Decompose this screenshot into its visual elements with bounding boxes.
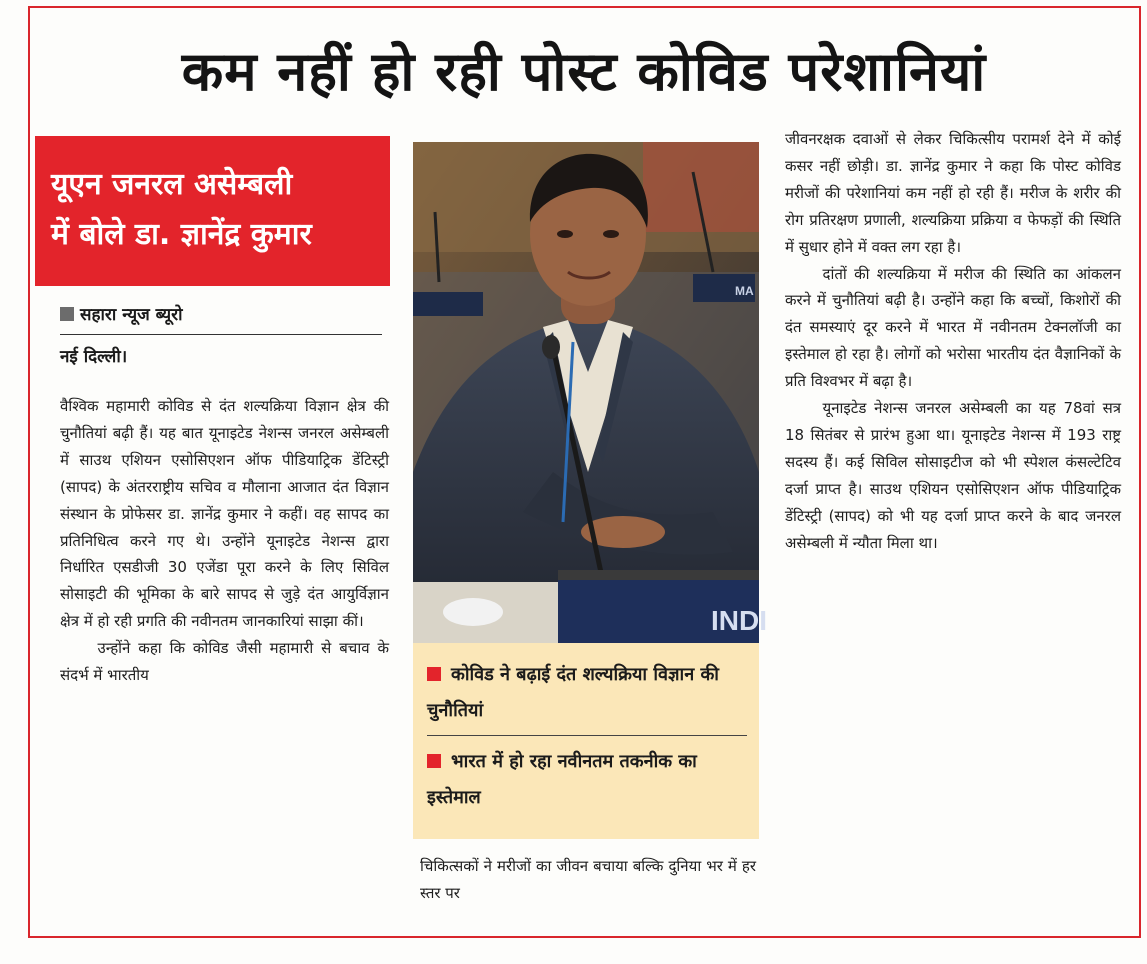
body-paragraph: वैश्विक महामारी कोविड से दंत शल्यक्रिया विज्ञान क्षेत्र की चुनौतियां बढ़ी हैं। यह बात यूनाइटेड नेशन्स जनरल असेम्बली में साउथ एशियन एसोसिएशन ऑफ पीडियाट्रिक डेंटिस्ट्री (सापद) के अंतरराष्ट्रीय सचिव व मौलाना आजात दंत विज्ञान संस्थान के प्रोफेसर डा. ज्ञानेंद्र कुमार ने कहीं। वह सापद का प्रतिनिधित्व करने गए थे। उन्होंने यूनाइटेड नेशन्स द्वारा निर्धारित एसडीजी 30 एजेंडा पूरा करने के लिए सिविल सोसाइटी की भूमिका के बारे सापद से जुड़े दंत आयुर्विज्ञान क्षेत्र में हो रही प्रगति की नवीनतम जानकारियां साझा कीं। — [60, 397, 389, 631]
body-paragraph: चिकित्सकों ने मरीजों का जीवन बचाया बल्कि दुनिया भर में हर स्तर पर — [420, 857, 756, 902]
byline-text: सहारा न्यूज ब्यूरो — [80, 305, 183, 325]
bullet-square-icon — [427, 754, 441, 768]
body-column-right — [785, 126, 1121, 557]
byline — [60, 300, 382, 335]
body-paragraph: दांतों की शल्यक्रिया में मरीज की स्थिति का आंकलन करने में चुनौतियां बढ़ी है। उन्होंने कहा कि बच्चों, किशोरों की दंत समस्याएं दूर करने में भारत में नवीनतम टेक्नलॉजी का इस्तेमाल हो रहा है। लोगों को भरोसा भारतीय दंत वैज्ञानिकों के प्रति विश्वभर में बढ़ा है। — [785, 264, 1121, 391]
article-headline: कम नहीं हो रही पोस्ट कोविड परेशानियां — [181, 40, 987, 103]
speaker-photo-illustration — [413, 142, 767, 643]
country-placard-text: INDI — [711, 605, 767, 636]
bullet-square-icon — [427, 667, 441, 681]
body-paragraph: यूनाइटेड नेशन्स जनरल असेम्बली का यह 78वां सत्र 18 सितंबर से प्रारंभ हुआ था। यूनाइटेड नेशन्स में 193 राष्ट्र सदस्य हैं। कई सिविल सोसाइटीज को भी स्पेशल कंसल्टेटिव दर्जा प्राप्त है। साउथ एशियन एसोसिएशन ऑफ पीडियाट्रिक डेंटिस्ट्री (सापद) को भी यह दर्जा प्राप्त करने के बाद जनरल असेम्बली में न्यौता मिला था। — [785, 399, 1121, 552]
body-column-left — [60, 393, 389, 689]
highlight-item: भारत में हो रहा नवीनतम तकनीक का इस्तेमाल — [427, 751, 697, 808]
body-paragraph: उन्होंने कहा कि कोविड जैसी महामारी से बचाव के संदर्भ में भारतीय — [60, 639, 389, 685]
body-column-middle — [420, 853, 756, 907]
desk-sign-text: MA — [735, 284, 754, 298]
byline-square-icon — [60, 307, 74, 321]
highlights-box — [413, 643, 759, 839]
highlight-divider — [427, 735, 747, 736]
article-photo — [413, 142, 767, 643]
dateline: नई दिल्ली। — [60, 347, 128, 367]
subheadline-box: यूएन जनरल असेम्बली में बोले डा. ज्ञानेंद्र कुमार — [35, 136, 390, 286]
highlight-item: कोविड ने बढ़ाई दंत शल्यक्रिया विज्ञान की चुनौतियां — [427, 664, 719, 721]
body-paragraph: जीवनरक्षक दवाओं से लेकर चिकित्सीय परामर्श देने में कोई कसर नहीं छोड़ी। डा. ज्ञानेंद्र कुमार ने कहा कि पोस्ट कोविड मरीजों की परेशानियां कम नहीं हो रही हैं। मरीज के शरीर की रोग प्रतिरक्षण प्रणाली, शल्यक्रिया प्रक्रिया व फेफड़ों की स्थिति में सुधार होने में वक्त लग रहा है। — [785, 130, 1121, 256]
